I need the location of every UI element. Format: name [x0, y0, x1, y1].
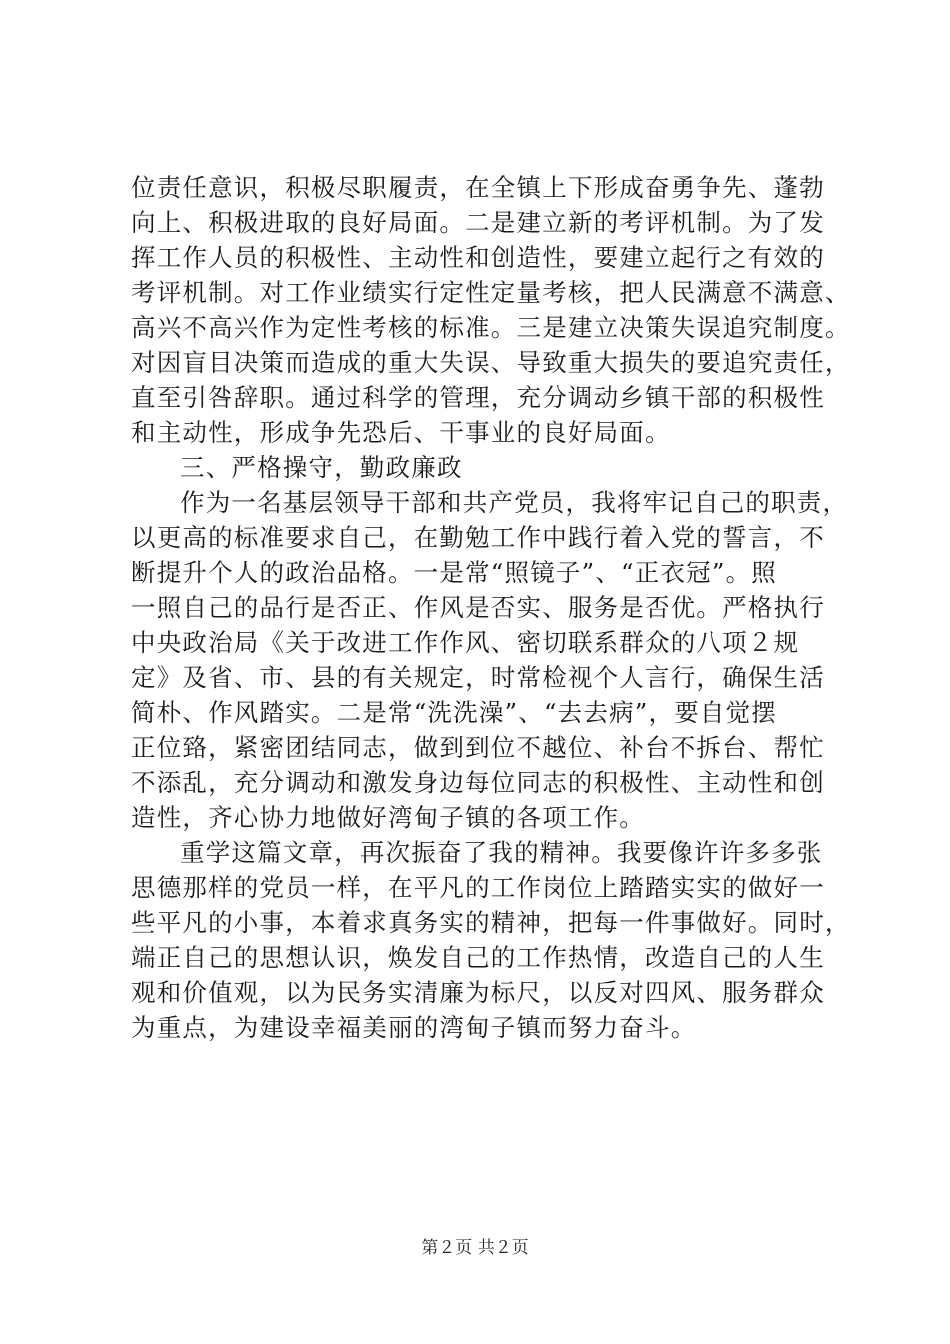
text-line: 观和价值观，以为民务实清廉为标尺，以反对四风、服务群众 [131, 978, 825, 1007]
text-line: 位责任意识，积极尽职履责，在全镇上下形成奋勇争先、蓬勃 [131, 173, 825, 202]
text-line: 为重点，为建设幸福美丽的湾甸子镇而努力奋斗。 [131, 1013, 697, 1042]
text-line: 考评机制。对工作业绩实行定性定量考核，把人民满意不满意、 [131, 278, 851, 307]
text-line: 些平凡的小事，本着求真务实的精神，把每一件事做好。同时， [131, 908, 851, 937]
page-footer: 第２页 共２页 [421, 1238, 529, 1258]
paragraph-start-line: 作为一名基层领导干部和共产党员，我将牢记自己的职责， [180, 488, 849, 517]
text-line: 造性，齐心协力地做好湾甸子镇的各项工作。 [131, 803, 645, 832]
text-line: 一照自己的品行是否正、作风是否实、服务是否优。严格执行 [131, 593, 825, 622]
text-line: 不添乱，充分调动和激发身边每位同志的积极性、主动性和创 [131, 768, 825, 797]
paragraph-start-line: 重学这篇文章，再次振奋了我的精神。我要像许许多多张 [180, 838, 823, 867]
text-line: 向上、积极进取的良好局面。二是建立新的考评机制。为了发 [131, 208, 825, 237]
text-line: 思德那样的党员一样，在平凡的工作岗位上踏踏实实的做好一 [131, 873, 825, 902]
text-line: 简朴、作风踏实。二是常“洗洗澡”、“去去病”，要自觉摆 [131, 698, 777, 727]
text-line: 端正自己的思想认识，焕发自己的工作热情，改造自己的人生 [131, 943, 825, 972]
text-line: 高兴不高兴作为定性考核的标准。三是建立决策失误追究制度。 [131, 313, 851, 342]
text-line: 挥工作人员的积极性、主动性和创造性，要建立起行之有效的 [131, 243, 825, 272]
text-line: 定》及省、市、县的有关规定，时常检视个人言行，确保生活 [131, 663, 825, 692]
section-heading: 三、严格操守，勤政廉政 [180, 453, 463, 482]
text-line: 以更高的标准要求自己，在勤勉工作中践行着入党的誓言，不 [131, 523, 825, 552]
text-line: 直至引咎辞职。通过科学的管理，充分调动乡镇干部的积极性 [131, 383, 825, 412]
text-line: 断提升个人的政治品格。一是常“照镜子”、“正衣冠”。照 [131, 558, 777, 587]
text-line: 对因盲目决策而造成的重大失误、导致重大损失的要追究责任， [131, 348, 851, 377]
text-line: 正位臵，紧密团结同志，做到到位不越位、补台不拆台、帮忙 [131, 733, 825, 762]
text-line: 和主动性，形成争先恐后、干事业的良好局面。 [131, 418, 671, 447]
document-body [131, 170, 851, 1045]
text-line: 中央政治局《关于改进工作作风、密切联系群众的八项２规 [131, 628, 800, 657]
